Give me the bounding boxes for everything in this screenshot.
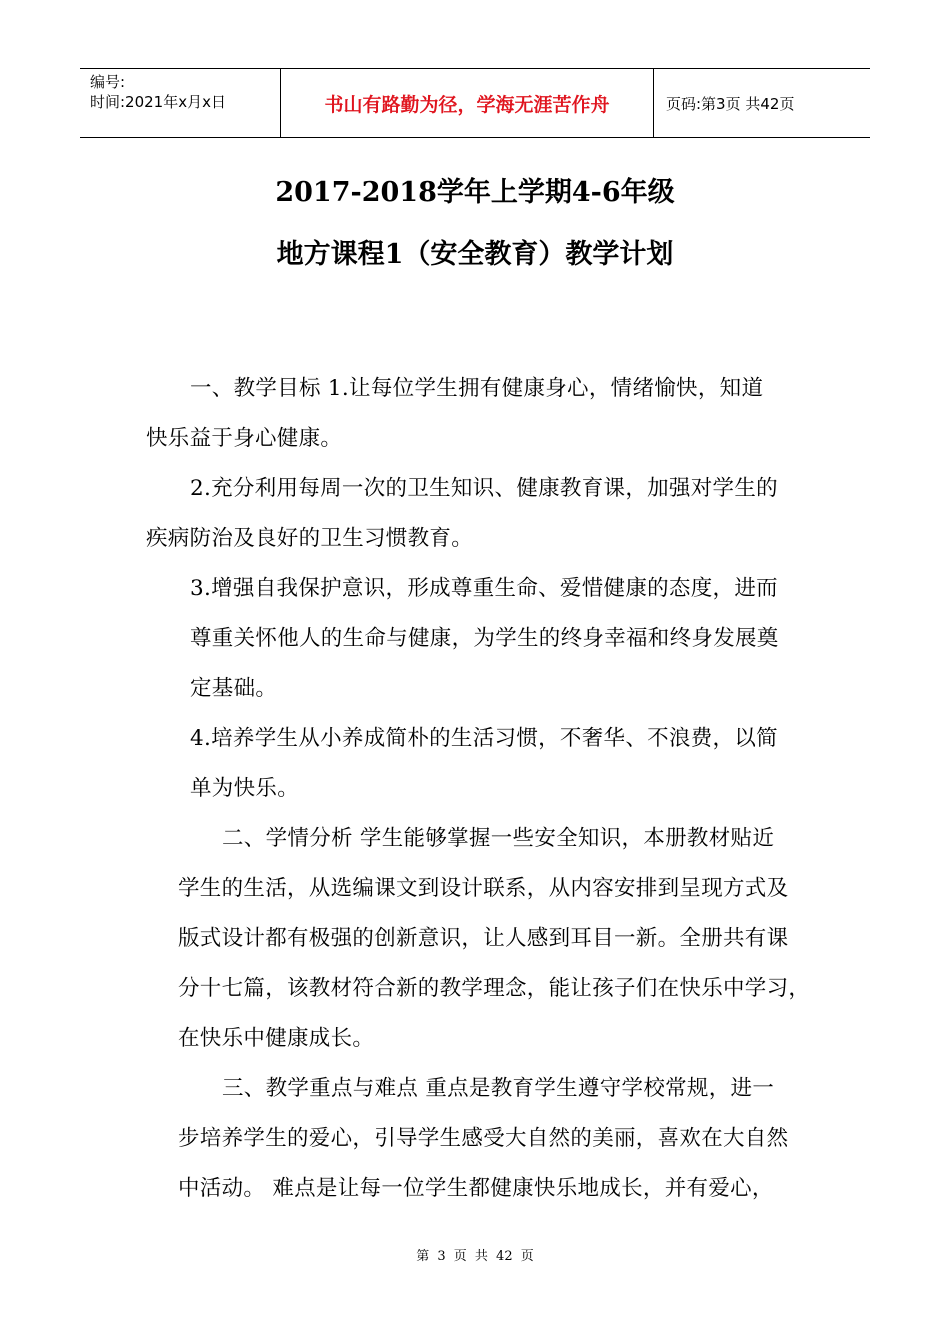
body-line: 三、教学重点与难点 重点是教育学生遵守学校常规，进一: [222, 1076, 775, 1101]
body-line: 版式设计都有极强的创新意识，让人感到耳目一新。全册共有课: [178, 926, 789, 951]
time-label: 时间:2021年x月x日: [90, 93, 226, 111]
title-line-1: 2017-2018学年上学期4-6年级: [275, 177, 675, 208]
motto: 书山有路勤为径，学海无涯苦作舟: [281, 69, 654, 137]
body-line: 在快乐中健康成长。: [178, 1026, 375, 1051]
page-info: 页码:第3页 共42页: [666, 94, 795, 113]
body-line: 疾病防治及良好的卫生习惯教育。: [146, 526, 474, 551]
body-line: 快乐益于身心健康。: [146, 426, 343, 451]
body-line: 尊重关怀他人的生命与健康，为学生的终身幸福和终身发展奠: [190, 626, 779, 651]
body-line: 2.充分利用每周一次的卫生知识、健康教育课，加强对学生的: [190, 476, 778, 501]
title-line-2: 地方课程1（安全教育）教学计划: [276, 239, 674, 270]
body-line: 步培养学生的爱心，引导学生感受大自然的美丽，喜欢在大自然: [178, 1126, 789, 1151]
body-line: 一、教学目标 1.让每位学生拥有健康身心，情绪愉快，知道: [190, 376, 764, 401]
body-line: 4.培养学生从小养成简朴的生活习惯，不奢华、不浪费，以简: [190, 726, 778, 751]
header-left-cell: [80, 69, 281, 137]
body-line: 分十七篇，该教材符合新的教学理念，能让孩子们在快乐中学习，: [178, 976, 811, 1001]
body-line: 定基础。: [190, 676, 278, 701]
header-table: [80, 68, 870, 138]
number-label: 编号:: [90, 73, 126, 91]
body-line: 学生的生活，从选编课文到设计联系，从内容安排到呈现方式及: [178, 876, 789, 901]
page-footer: 第 3 页 共 42 页: [416, 1249, 534, 1264]
body-line: 中活动。 难点是让每一位学生都健康快乐地成长，并有爱心，: [178, 1176, 774, 1201]
body-line: 3.增强自我保护意识，形成尊重生命、爱惜健康的态度，进而: [190, 576, 778, 601]
body-line: 单为快乐。: [190, 776, 300, 801]
body-line: 二、学情分析 学生能够掌握一些安全知识，本册教材贴近: [222, 826, 775, 851]
